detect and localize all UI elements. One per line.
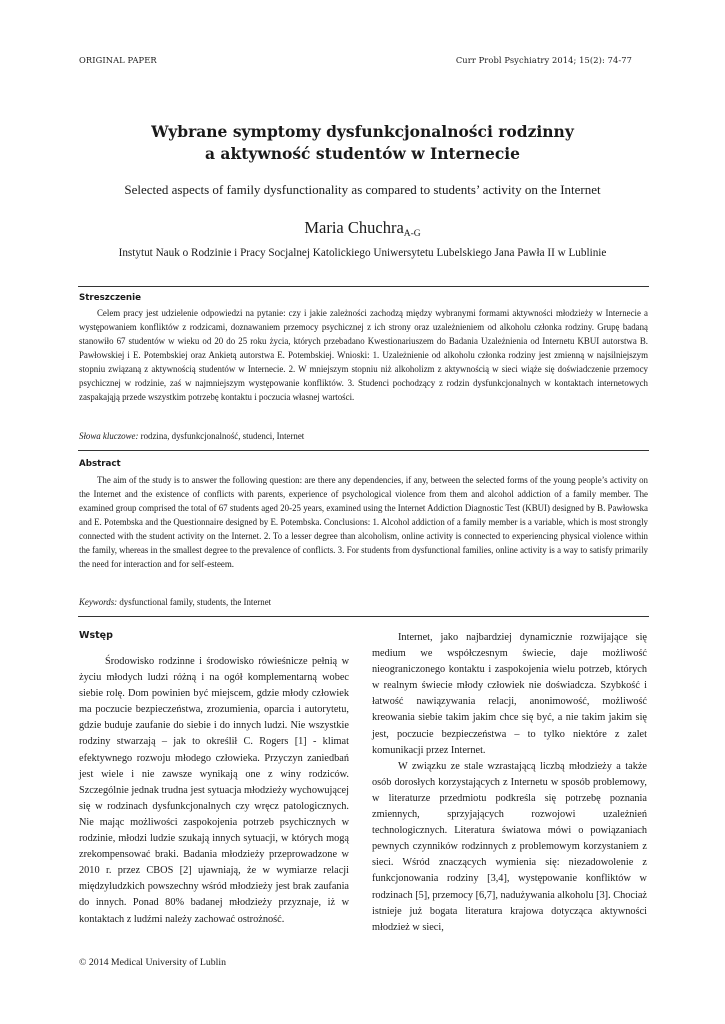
- english-title: Selected aspects of family dysfunctionality as compared to students’ activity on the Internet: [124, 182, 601, 197]
- abstract-keywords: [79, 597, 648, 607]
- keywords-label-en: Keywords:: [79, 597, 118, 607]
- streszczenie-text: Celem pracy jest udzielenie odpowiedzi na pytanie: czy i jakie zależności zachodzą między wybranymi formami aktywności młodzieży w Internecie a występowaniem konfliktów z rodzicami, doznawaniem przemocy psychicznej z ich strony oraz uzależnieniem od alkoholu członka rodziny. Grupę badaną stanowiło 67 studentów w wieku od 20 do 25 roku życia, których przebadano Kwestionariuszem do Badania Uzależnienia od Internetu KBUI autorstwa B. Pawłowskiej i E. Potembskiej oraz Ankietą autorstwa E. Potembskiej. Wnioski: 1. Uzależnienie od alkoholu członka rodziny jest zmienną w najsilniejszym stopniu związaną z aktywnością studentów w Internecie. 2. W mniejszym stopniu niż alkoholizm z aktywnością w sieci wiąże się doświadczenie przemocy psychicznej w rodzinie, zaś w najmniejszym występowanie konfliktów. 3. Studenci pochodzący z rodzin dysfunkcjonalnych w kontaktach internetowych zaspakająją przede wszystkim potrzebę kontaktu i poczucia własnej wartości.: [79, 308, 648, 402]
- divider-bottom: [78, 616, 649, 617]
- paper-title: [60, 121, 665, 165]
- keywords-en: dysfunctional family, students, the Internet: [119, 597, 272, 607]
- abstract-text: The aim of the study is to answer the following question: are there any dependencies, if any, between the selected forms of the young people’s activity on the Internet and the existence of conflicts with parents, experience of psychological violence from them and alcohol addiction of a family member. The examined group comprised the total of 67 students aged 20-25 years, examined using the Internet Addiction Diagnostic Test (KBUI) designed by B. Pawłowska and E. Potembska and the Questionnaire designed by E. Potembska. Conclusions: 1. Alcohol addiction of a family member is a variable, which is most strongly connected with the student activity on the Internet. 2. To a lesser degree than alcoholism, online activity is connected to experiencing physical violence within the family, whereas in the smallest degree to the prevalence of conflicts. 3. For students from dysfunctional families, online activity is a way to satisfy primarily the need for interaction and for self-esteem.: [79, 475, 648, 569]
- copyright-footer: © 2014 Medical University of Lublin: [79, 957, 227, 968]
- author: [60, 218, 665, 239]
- author-name: Maria Chuchra: [304, 218, 404, 237]
- keywords-pl: rodzina, dysfunkcjonalność, studenci, Internet: [140, 431, 305, 441]
- abstract-body: [79, 473, 648, 571]
- divider-middle: [78, 450, 649, 451]
- intro-paragraph: Środowisko rodzinne i środowisko rówieśnicze pełnią w życiu młodych ludzi różną i na ogół komplementarną wobec siebie rolę. Dom powinien być miejscem, gdzie młody człowiek ma poczucie bezpieczeństwa, zrozumienia, oparcia i autorytetu, gdzie buduje zaufanie do siebie i do innych ludzi. Nie wszystkie rodziny stwarzają – jak to określił C. Rogers [1] - klimat efektywnego rozwoju młodego człowieka. Przyczyn zaniedbań jest wiele i nie zawsze wynikają one z winy rodziców. Szczególnie jednak trudna jest sytuacja młodzieży wychowującej się w rodzinach dysfunkcjonalnych czy wręcz patologicznych. Nie mając możliwości zaspokojenia potrzeb psychicznych w rodzinie, młodzi ludzie szukają innych sytuacji, w których mogą zrekompensować braki. Badania młodzieży przeprowadzone w 2010 r. przez CBOS [2] ujawniają, że w wymiarze relacji międzyludzkich powszechny wśród młodzieży jest brak zaufania do innych. Ponad 80% badanej młodzieży przyznaje, iż w kontaktach z ludźmi należy zachować ostrożność.: [79, 656, 349, 925]
- journal-citation: Curr Probl Psychiatry 2014; 15(2): 74-77: [455, 55, 632, 65]
- abstract-heading: Abstract: [79, 459, 121, 469]
- intro-left-column: [79, 654, 349, 928]
- article-type-label: ORIGINAL PAPER: [79, 55, 157, 65]
- divider-top: [78, 286, 649, 287]
- title-line-1: Wybrane symptomy dysfunkcjonalności rodzinny: [151, 122, 574, 141]
- streszczenie-keywords: [79, 431, 648, 441]
- intro-heading: Wstęp: [79, 630, 113, 641]
- author-contribution: A-G: [403, 229, 421, 239]
- streszczenie-heading: Streszczenie: [79, 293, 141, 303]
- intro-right-column: [372, 630, 647, 936]
- streszczenie-body: [79, 306, 648, 404]
- intro-paragraph: W związku ze stale wzrastającą liczbą młodzieży a także osób dorosłych korzystających z Internetu w sposób problemowy, w literaturze przedmiotu podkreśla się potrzebę poznania zmiennych, sprzyjających rozwojowi uzależnień technologicznych. Literatura światowa mówi o powiązaniach pewnych czynników rodzinnych z problemowym korzystaniem z sieci. Wśród znaczących wymienia się: niezadowolenie z funkcjonowania rodziny [3,4], występowanie konfliktów w rodzinach [5], przemocy [6,7], nadużywania alkoholu [3]. Chociaż istnieje już bogata literatura krajowa dotycząca aktywności młodzież w sieci,: [372, 760, 647, 933]
- title-line-2: a aktywność studentów w Internecie: [204, 144, 521, 163]
- intro-paragraph: Internet, jako najbardziej dynamicznie rozwijające się medium we współczesnym świecie, daje możliwość nieograniczonego kontaktu i zaspokojenia wielu potrzeb, których w realnym świecie młody człowiek nie doświadcza. Szybkość i łatwość nawiązywania relacji, anonimowość, możliwość kreowania siebie takim jakim chce się być, a nie takim jakim się jest, poczucie bezpieczeństwa – to tylko niektóre z zalet komunikacji przez Internet.: [372, 632, 647, 756]
- keywords-label-pl: Słowa kluczowe:: [79, 431, 139, 441]
- affiliation: Instytut Nauk o Rodzinie i Pracy Socjalnej Katolickiego Uniwersytetu Lubelskiego Jana Pawła II w Lublinie: [118, 247, 607, 259]
